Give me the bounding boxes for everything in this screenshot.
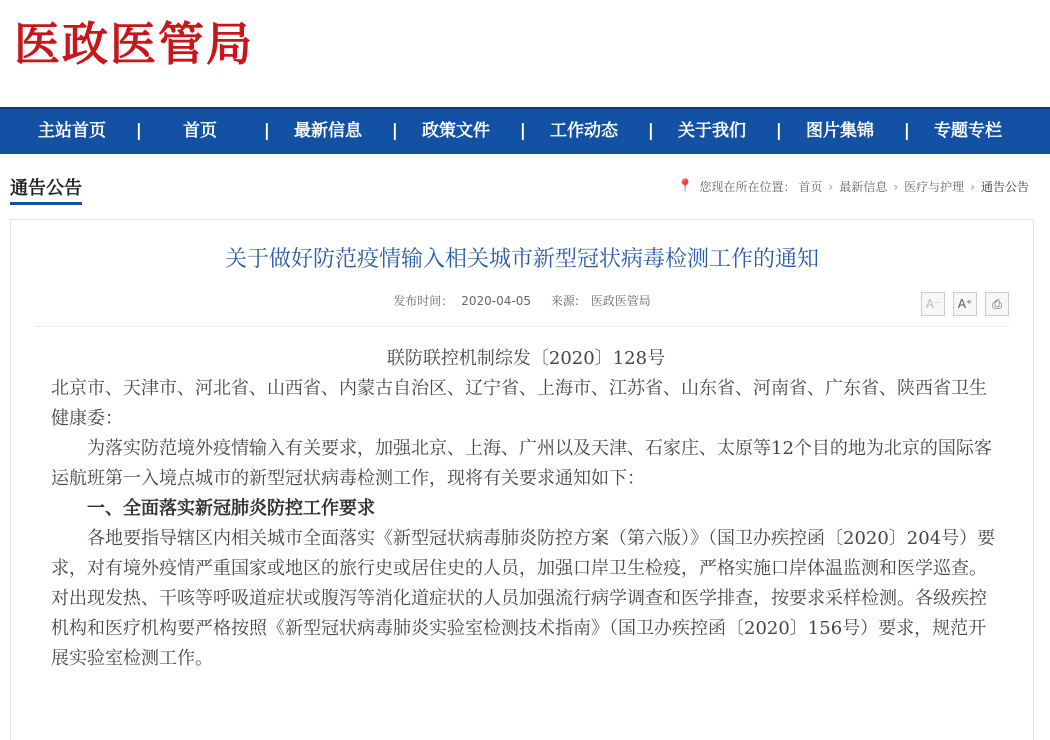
site-logo[interactable]: 医政医管局 bbox=[14, 17, 254, 71]
nav-item-main-home[interactable]: 主站首页 | bbox=[8, 109, 136, 154]
font-decrease-icon[interactable]: A⁻ bbox=[921, 292, 945, 316]
source-label: 来源: bbox=[550, 294, 579, 308]
breadcrumb-latest[interactable]: 最新信息 bbox=[839, 180, 888, 194]
article-title: 关于做好防范疫情输入相关城市新型冠状病毒检测工作的通知 bbox=[224, 247, 819, 272]
nav-separator: | bbox=[519, 121, 526, 141]
article-body bbox=[51, 344, 1001, 674]
section-title: 通告公告 bbox=[10, 174, 82, 205]
nav-separator: | bbox=[903, 121, 910, 141]
chevron-right-icon: › bbox=[828, 179, 834, 194]
nav-separator: | bbox=[647, 121, 654, 141]
nav-item-latest[interactable]: 最新信息 | bbox=[264, 109, 392, 154]
nav-item-gallery[interactable]: 图片集锦 | bbox=[776, 109, 904, 154]
document-number: 联防联控机制综发〔2020〕128号 bbox=[386, 348, 666, 369]
intro-paragraph: 为落实防范境外疫情输入有关要求，加强北京、上海、广州以及天津、石家庄、太原等12个目的地为北京的国际客运航班第一入境点城市的新型冠状病毒检测工作，现将有关要求通知如下： bbox=[51, 438, 992, 489]
breadcrumb-home[interactable]: 首页 bbox=[798, 180, 823, 194]
breadcrumb-current[interactable]: 通告公告 bbox=[980, 180, 1029, 194]
chevron-right-icon: › bbox=[893, 179, 899, 194]
breadcrumb-prefix: 您现在所在位置： bbox=[699, 180, 796, 194]
section-heading-1: 一、全面落实新冠肺炎防控工作要求 bbox=[87, 498, 375, 519]
nav-item-work-news[interactable]: 工作动态 | bbox=[520, 109, 648, 154]
divider bbox=[35, 326, 1009, 327]
nav-separator: | bbox=[135, 121, 142, 141]
salutation: 北京市、天津市、河北省、山西省、内蒙古自治区、辽宁省、上海市、江苏省、山东省、河南省、广东省、陕西省卫生健康委： bbox=[51, 378, 987, 429]
article-meta bbox=[11, 292, 1033, 309]
publish-date: 2020-04-05 bbox=[461, 294, 532, 308]
nav-separator: | bbox=[775, 121, 782, 141]
nav-item-about[interactable]: 关于我们 | bbox=[648, 109, 776, 154]
nav-separator: | bbox=[391, 121, 398, 141]
print-icon[interactable]: ⎙ bbox=[985, 292, 1009, 316]
article-tools bbox=[921, 292, 1009, 316]
location-pin-icon: 📍 bbox=[677, 179, 694, 194]
main-nav bbox=[0, 107, 1050, 154]
nav-item-policy[interactable]: 政策文件 | bbox=[392, 109, 520, 154]
breadcrumb-medical[interactable]: 医疗与护理 bbox=[904, 180, 965, 194]
paragraph-1: 各地要指导辖区内相关城市全面落实《新型冠状病毒肺炎防控方案（第六版）》（国卫办疾控函〔2020〕204号）要求，对有境外疫情严重国家或地区的旅行史或居住史的人员，加强口岸卫生检疫，严格实施口岸体温监测和医学巡查。对出现发热、干咳等呼吸道症状或腹泻等消化道症状的人员加强流行病学调查和医学排查，按要求采样检测。各级疾控机构和医疗机构要严格按照《新型冠状病毒肺炎实验室检测技术指南》（国卫办疾控函〔2020〕156号）要求，规范开展实验室检测工作。 bbox=[51, 528, 996, 669]
chevron-right-icon: › bbox=[970, 179, 975, 194]
nav-item-special[interactable]: 专题专栏 bbox=[934, 121, 1002, 141]
font-increase-icon[interactable]: A⁺ bbox=[953, 292, 977, 316]
section-bar bbox=[10, 172, 1032, 204]
publish-label: 发布时间： bbox=[393, 294, 454, 308]
breadcrumb bbox=[677, 178, 1032, 195]
source-value: 医政医管局 bbox=[590, 294, 651, 308]
article-panel bbox=[10, 219, 1034, 740]
nav-separator: | bbox=[263, 121, 270, 141]
nav-item-home[interactable]: 首页 | bbox=[136, 109, 264, 154]
